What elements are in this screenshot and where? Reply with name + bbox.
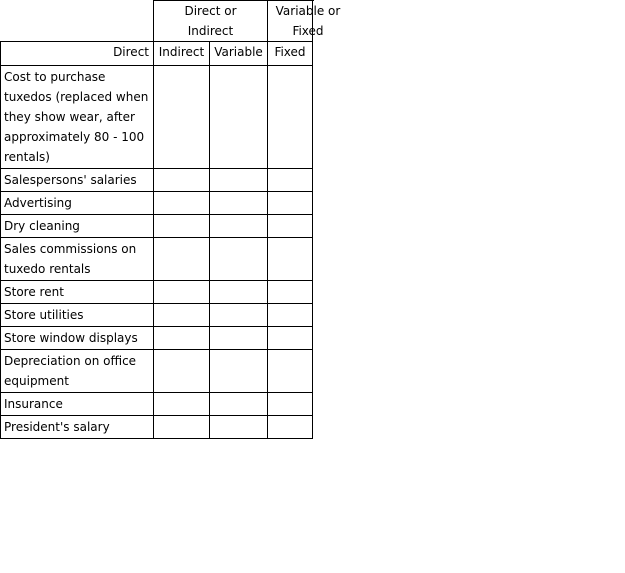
indirect-cell[interactable] (210, 393, 268, 416)
cost-item-label: Sales commissions on tuxedo rentals (1, 238, 154, 281)
table-row (1, 350, 313, 393)
col-header-variable: Variable (210, 42, 268, 66)
cost-item-label: President's salary (1, 416, 154, 439)
direct-cell[interactable] (154, 416, 210, 439)
cost-item-label: Insurance (1, 393, 154, 416)
indirect-cell[interactable] (210, 304, 268, 327)
direct-cell[interactable] (154, 215, 210, 238)
indirect-cell[interactable] (210, 281, 268, 304)
header-variable-or-fixed (268, 1, 341, 42)
table-row (1, 66, 313, 169)
indirect-cell[interactable] (210, 350, 268, 393)
cost-item-label: Store utilities (1, 304, 154, 327)
direct-cell[interactable] (154, 169, 210, 192)
table-row (1, 416, 313, 439)
direct-cell[interactable] (154, 238, 210, 281)
variable-cell[interactable] (268, 169, 313, 192)
cost-item-label: Dry cleaning (1, 215, 154, 238)
variable-cell[interactable] (268, 350, 313, 393)
table-row (1, 215, 313, 238)
table-row (1, 192, 313, 215)
direct-cell[interactable] (154, 393, 210, 416)
variable-cell[interactable] (268, 416, 313, 439)
cost-item-label: Store rent (1, 281, 154, 304)
direct-cell[interactable] (154, 304, 210, 327)
cost-classification-table (0, 0, 341, 439)
table-row (1, 238, 313, 281)
header-sub-row (1, 42, 313, 66)
variable-cell[interactable] (268, 304, 313, 327)
col-header-indirect: Indirect (154, 42, 210, 66)
cost-item-label: Depreciation on office equipment (1, 350, 154, 393)
cost-item-label: Salespersons' salaries (1, 169, 154, 192)
cost-item-label: Cost to purchase tuxedos (replaced when they show wear, after approximately 80 - 100 rentals) (1, 66, 154, 169)
table-row (1, 304, 313, 327)
header-direct-or-indirect (154, 1, 268, 42)
indirect-cell[interactable] (210, 327, 268, 350)
direct-cell[interactable] (154, 350, 210, 393)
cost-item-label: Advertising (1, 192, 154, 215)
indirect-cell[interactable] (210, 66, 268, 169)
header-direct-or-indirect-label: Direct or Indirect (184, 4, 237, 38)
table-row (1, 327, 313, 350)
header-corner-cell (1, 1, 154, 42)
variable-cell[interactable] (268, 393, 313, 416)
direct-cell[interactable] (154, 66, 210, 169)
variable-cell[interactable] (268, 238, 313, 281)
variable-cell[interactable] (268, 192, 313, 215)
col-header-fixed: Fixed (268, 42, 313, 66)
direct-cell[interactable] (154, 192, 210, 215)
indirect-cell[interactable] (210, 192, 268, 215)
table-row (1, 169, 313, 192)
table-row (1, 393, 313, 416)
header-group-row (1, 1, 313, 42)
header-variable-or-fixed-label: Variable or Fixed (275, 4, 341, 38)
col-header-direct: Direct (1, 42, 154, 66)
cost-item-label: Store window displays (1, 327, 154, 350)
indirect-cell[interactable] (210, 215, 268, 238)
table-row (1, 281, 313, 304)
direct-cell[interactable] (154, 281, 210, 304)
indirect-cell[interactable] (210, 416, 268, 439)
variable-cell[interactable] (268, 66, 313, 169)
cost-rows (1, 66, 313, 439)
variable-cell[interactable] (268, 327, 313, 350)
indirect-cell[interactable] (210, 238, 268, 281)
variable-cell[interactable] (268, 215, 313, 238)
indirect-cell[interactable] (210, 169, 268, 192)
variable-cell[interactable] (268, 281, 313, 304)
direct-cell[interactable] (154, 327, 210, 350)
